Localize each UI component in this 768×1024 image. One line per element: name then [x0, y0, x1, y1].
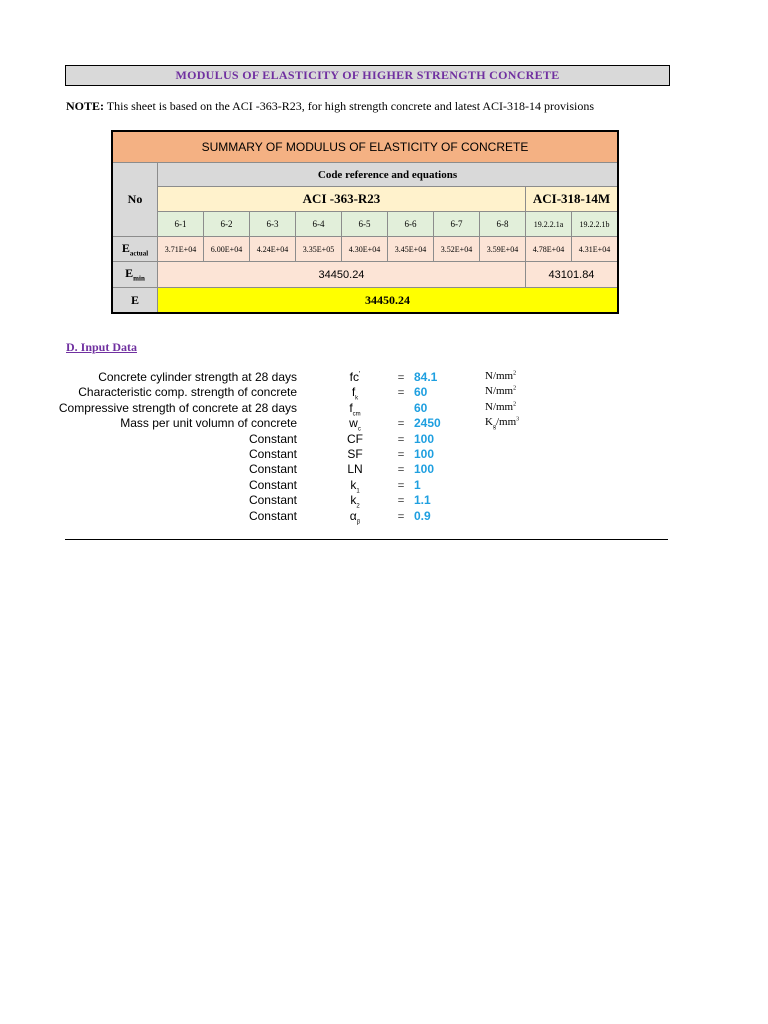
e-actual-value: 4.31E+04	[572, 237, 619, 262]
e-actual-value: 3.71E+04	[158, 237, 204, 262]
input-description: Characteristic comp. strength of concrete	[78, 385, 297, 399]
input-description: Constant	[248, 462, 297, 476]
equation-number: 6-3	[250, 212, 296, 237]
e-actual-value: 3.35E+05	[296, 237, 342, 262]
input-symbol: SF	[347, 447, 363, 461]
e-min-aci318-value: 43101.84	[526, 262, 619, 288]
input-symbol: LN	[347, 462, 363, 476]
equals-sign: =	[397, 493, 405, 507]
input-row	[0, 509, 768, 524]
input-value: 0.9	[414, 509, 431, 523]
equation-number: 6-6	[388, 212, 434, 237]
note-text: This sheet is based on the ACI -363-R23, for high strength concrete and latest ACI-318-14 provisions	[104, 99, 595, 113]
input-row	[0, 416, 768, 431]
code-reference-header: Code reference and equations	[158, 163, 619, 187]
input-value: 84.1	[414, 370, 438, 384]
input-symbol: $\alpha_\beta$	[349, 509, 361, 526]
e-actual-label: $E_{actual}$	[112, 237, 158, 262]
equals-sign: =	[397, 462, 405, 476]
input-value: 100	[414, 432, 435, 446]
input-value: 1	[414, 478, 421, 492]
equation-number: 6-2	[204, 212, 250, 237]
input-description: Constant	[248, 447, 297, 461]
equals-sign: =	[397, 478, 405, 492]
e-actual-value: 4.78E+04	[526, 237, 572, 262]
equation-number: 19.2.2.1a	[526, 212, 572, 237]
no-header: No	[112, 163, 158, 237]
equals-sign: =	[397, 447, 405, 461]
divider-line	[65, 539, 668, 540]
e-actual-value: 3.45E+04	[388, 237, 434, 262]
input-description: Constant	[248, 432, 297, 446]
input-symbol: $f_{cm}$	[349, 401, 361, 418]
equals-sign: =	[397, 416, 405, 430]
input-row	[0, 447, 768, 462]
input-value: 60	[414, 401, 428, 415]
input-unit: $N/mm^2$	[485, 370, 517, 382]
input-row	[0, 385, 768, 400]
input-unit: $K_g/mm^3$	[485, 416, 520, 431]
equals-sign: =	[397, 432, 405, 446]
input-unit: $N/mm^2$	[485, 401, 517, 413]
input-description: Constant	[248, 509, 297, 523]
e-actual-value: 4.24E+04	[250, 237, 296, 262]
input-value: 2450	[414, 416, 441, 430]
e-min-aci363-value: 34450.24	[158, 262, 526, 288]
input-row	[0, 401, 768, 416]
input-row	[0, 370, 768, 385]
input-description: Constant	[248, 478, 297, 492]
equals-sign: =	[397, 385, 405, 399]
e-actual-value: 3.52E+04	[434, 237, 480, 262]
input-row	[0, 493, 768, 508]
input-row	[0, 432, 768, 447]
input-symbol: CF	[347, 432, 363, 446]
input-value: 100	[414, 462, 435, 476]
note-label: NOTE:	[66, 99, 105, 113]
input-symbol: $w_c$	[349, 416, 361, 433]
input-description: Mass per unit volumn of concrete	[120, 416, 297, 430]
aci363-header: ACI -363-R23	[158, 187, 526, 212]
input-row	[0, 462, 768, 477]
equation-number: 6-1	[158, 212, 204, 237]
summary-table	[111, 130, 619, 314]
equals-sign: =	[397, 370, 405, 384]
input-description: Compressive strength of concrete at 28 days	[58, 401, 297, 415]
e-final-value: 34450.24	[158, 288, 619, 314]
input-symbol: fc'	[349, 370, 361, 384]
equation-number: 6-7	[434, 212, 480, 237]
input-row	[0, 478, 768, 493]
input-value: 1.1	[414, 493, 431, 507]
equation-number: 6-5	[342, 212, 388, 237]
e-actual-value: 4.30E+04	[342, 237, 388, 262]
e-actual-value: 6.00E+04	[204, 237, 250, 262]
input-unit: $N/mm^2$	[485, 385, 517, 397]
e-actual-value: 3.59E+04	[480, 237, 526, 262]
equation-number: 19.2.2.1b	[572, 212, 619, 237]
input-value: 100	[414, 447, 435, 461]
input-data-heading: D. Input Data	[66, 340, 138, 354]
note	[66, 99, 594, 114]
e-min-label: $E_{min}$	[112, 262, 158, 288]
input-symbol: $k_1$	[350, 478, 360, 495]
summary-title: SUMMARY OF MODULUS OF ELASTICITY OF CONCRETE	[112, 131, 618, 163]
aci318-header: ACI-318-14M	[526, 187, 619, 212]
input-symbol: $k_2$	[350, 493, 360, 510]
e-label: E	[112, 288, 158, 314]
equation-number: 6-8	[480, 212, 526, 237]
input-description: Concrete cylinder strength at 28 days	[98, 370, 297, 384]
equals-sign: =	[397, 509, 405, 523]
input-description: Constant	[248, 493, 297, 507]
equation-number: 6-4	[296, 212, 342, 237]
input-symbol: $f_k$	[351, 385, 359, 402]
sheet-title: MODULUS OF ELASTICITY OF HIGHER STRENGTH CONCRETE	[65, 65, 670, 86]
input-value: 60	[414, 385, 428, 399]
